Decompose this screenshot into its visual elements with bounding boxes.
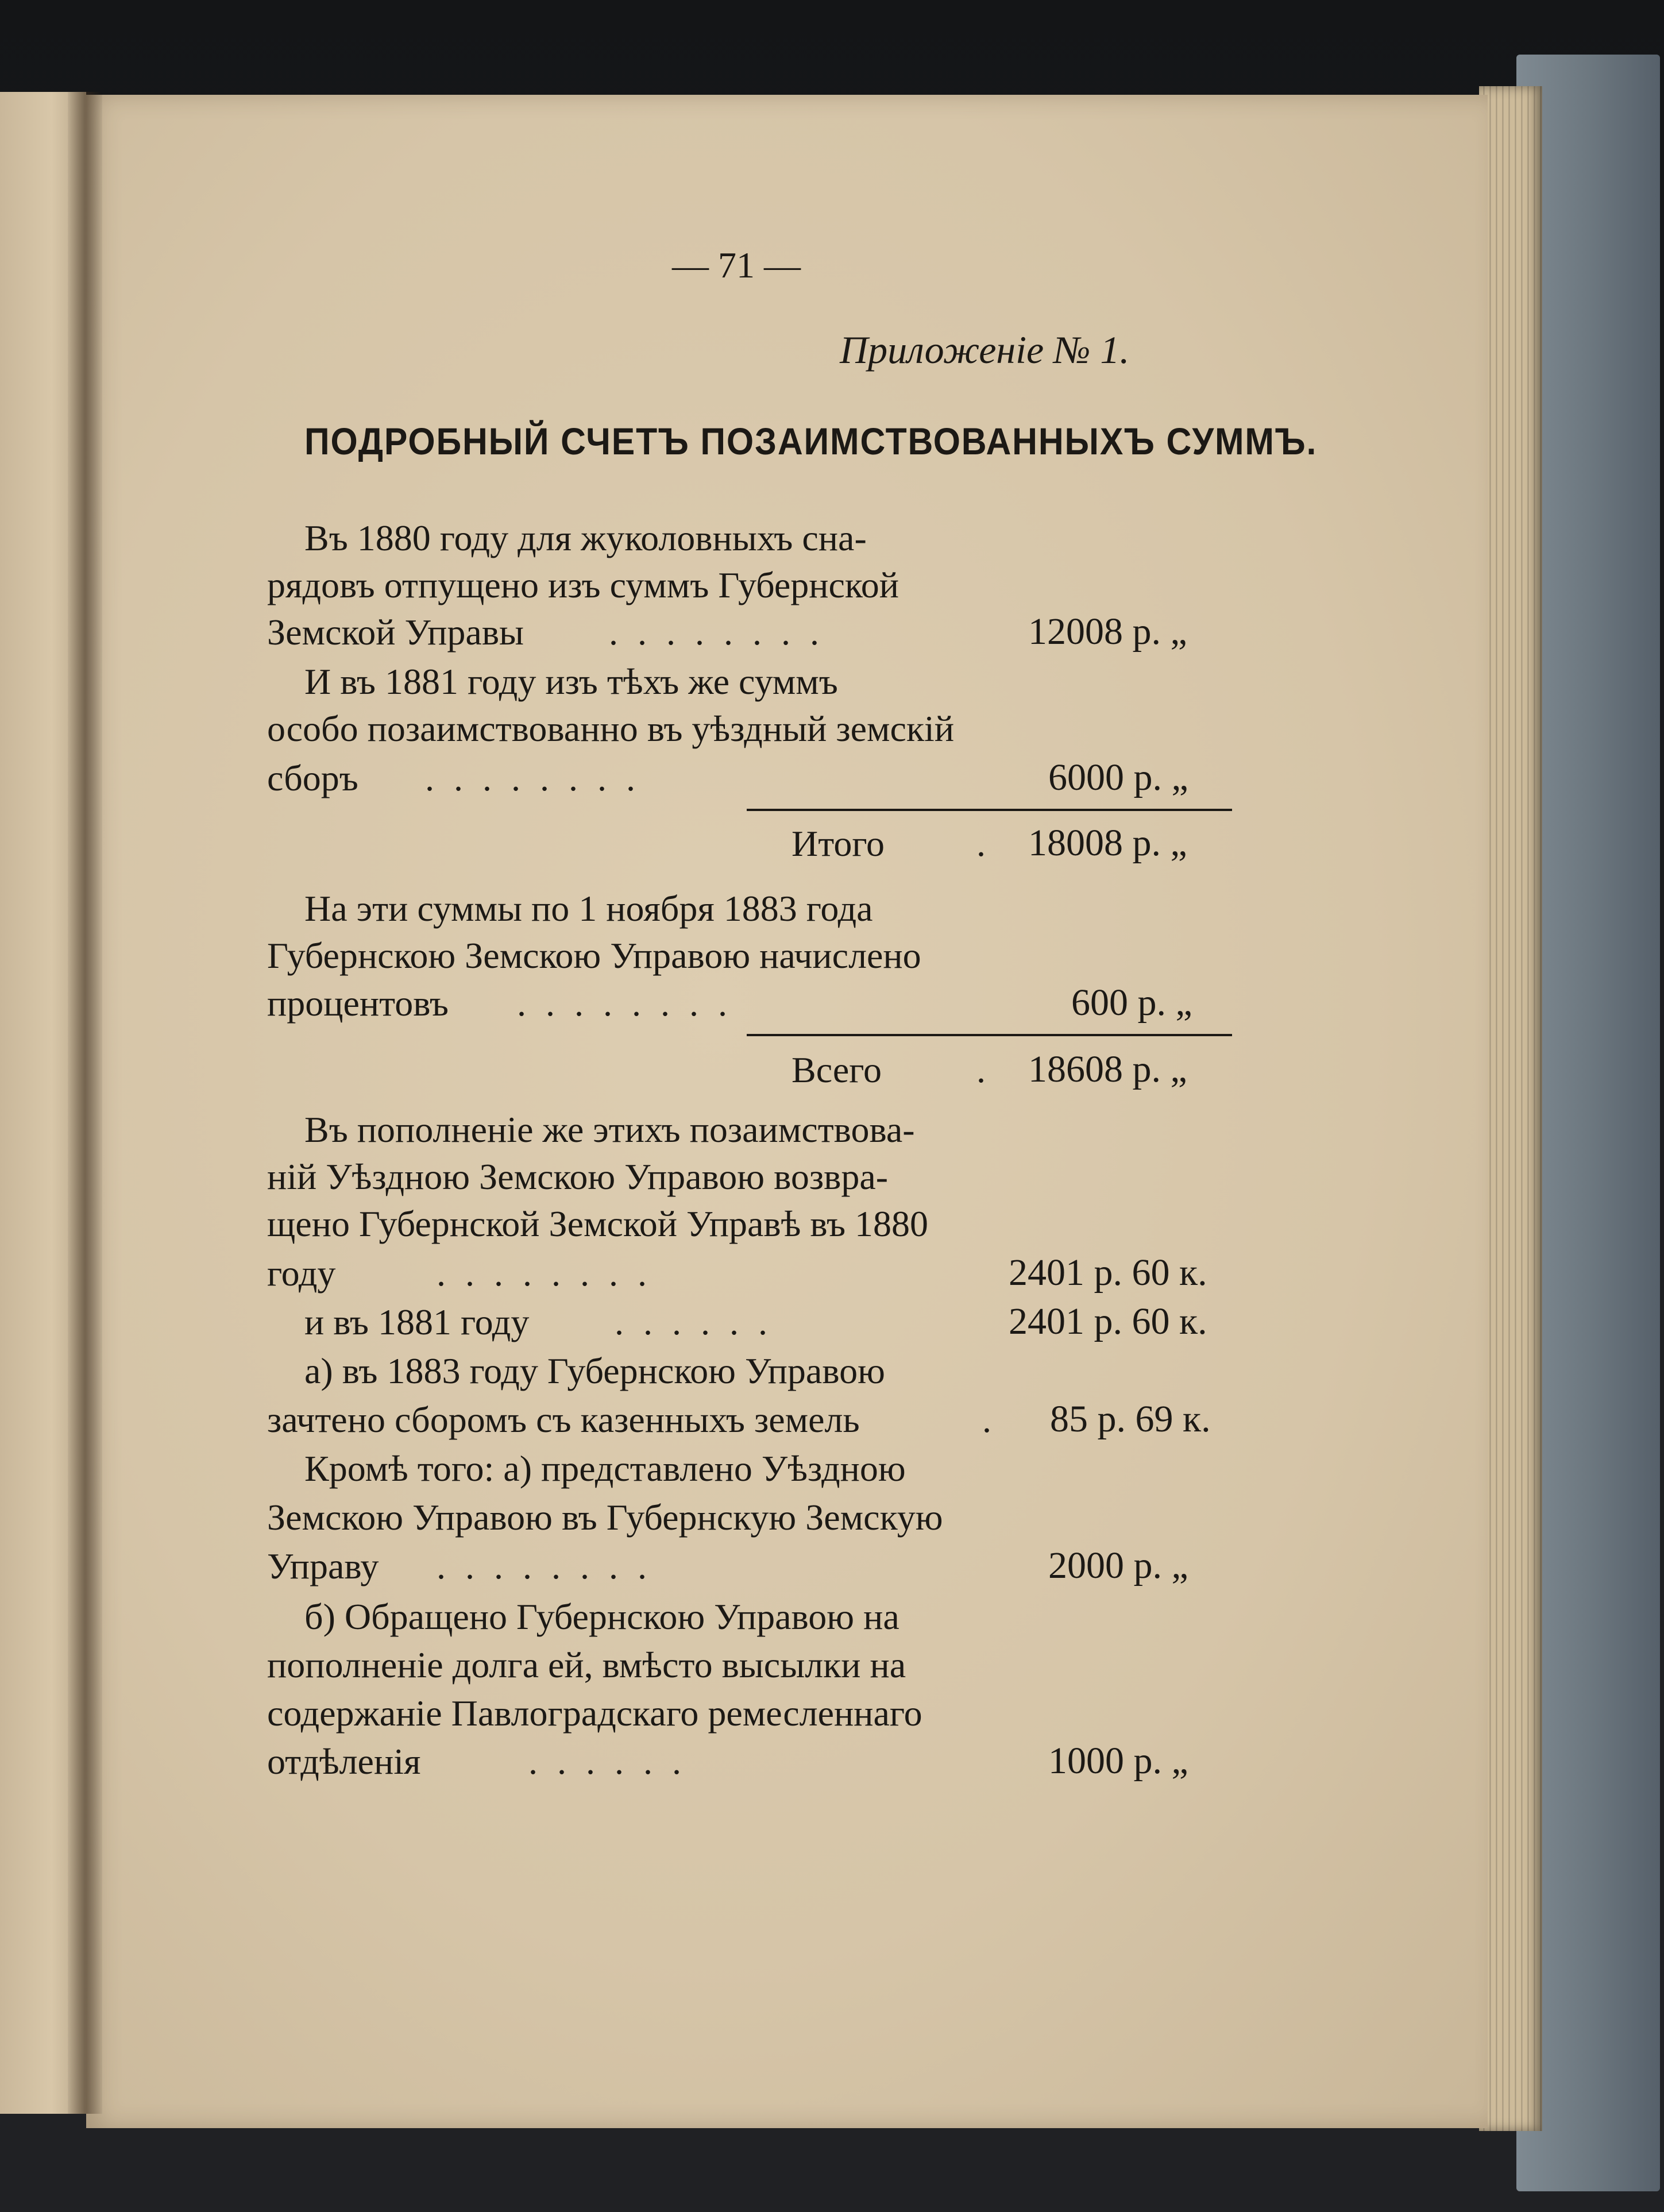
leader-dots: ...... bbox=[528, 1741, 701, 1782]
page-number: — 71 — bbox=[672, 245, 801, 285]
leader-dots: ...... bbox=[615, 1302, 787, 1342]
leader-dot: . bbox=[976, 1049, 986, 1090]
vsego-label: Всего bbox=[792, 1049, 882, 1090]
itogo-amount: 18008 р. „ bbox=[1028, 822, 1187, 864]
book-gutter bbox=[68, 92, 102, 2114]
entry-7-line-2: Земскою Управою въ Губернскую Земскую bbox=[267, 1497, 943, 1538]
leader-dot: . bbox=[976, 823, 986, 864]
entry-2-line-2: особо позаимствованно въ уѣздный земскій bbox=[267, 708, 955, 749]
entry-2-amount: 6000 р. „ bbox=[1048, 756, 1188, 798]
entry-8-line-4: отдѣленія bbox=[267, 1741, 421, 1782]
entry-7-amount: 2000 р. „ bbox=[1048, 1545, 1188, 1586]
entry-1-amount: 12008 р. „ bbox=[1028, 611, 1187, 653]
entry-8-amount: 1000 р. „ bbox=[1048, 1740, 1188, 1782]
entry-7-line-1: Кромѣ того: а) представлено Уѣздною bbox=[304, 1448, 906, 1489]
entry-3-line-3: процентовъ bbox=[267, 983, 449, 1024]
entry-2-line-1: И въ 1881 году изъ тѣхъ же суммъ bbox=[304, 661, 838, 702]
total-rule bbox=[747, 1034, 1232, 1036]
entry-1-line-1: Въ 1880 году для жуколовныхъ сна- bbox=[304, 518, 867, 558]
entry-8-line-1: б) Обращено Губернскою Управою на bbox=[304, 1596, 899, 1637]
entry-4-line-1: Въ пополненіе же этихъ позаимствова- bbox=[304, 1109, 915, 1150]
entry-4-amount: 2401 р. 60 к. bbox=[1009, 1252, 1207, 1294]
leader-dots: ........ bbox=[437, 1253, 666, 1294]
total-rule bbox=[747, 809, 1232, 811]
itogo-label: Итого bbox=[792, 823, 885, 864]
entry-6-amount: 85 р. 69 к. bbox=[1050, 1398, 1211, 1440]
entry-7-line-3: Управу bbox=[267, 1546, 379, 1586]
leader-dots: ........ bbox=[437, 1546, 666, 1586]
entry-5-amount: 2401 р. 60 к. bbox=[1009, 1300, 1207, 1342]
page-title: ПОДРОБНЫЙ СЧЕТЪ ПОЗАИМСТВОВАННЫХЪ СУММЪ. bbox=[304, 420, 1318, 462]
entry-5-line-1: и въ 1881 году bbox=[304, 1302, 530, 1342]
entry-6-line-1: а) въ 1883 году Губернскою Управою bbox=[304, 1350, 885, 1391]
leader-dots: ........ bbox=[425, 758, 655, 798]
entry-4-line-4: году bbox=[267, 1253, 336, 1294]
entry-1-line-2: рядовъ отпущено изъ суммъ Губернской bbox=[267, 565, 899, 605]
entry-4-line-3: щено Губернской Земской Управѣ въ 1880 bbox=[267, 1203, 929, 1244]
page-edges bbox=[1479, 86, 1542, 2131]
entry-4-line-2: ній Уѣздною Земскою Управою возвра- bbox=[267, 1156, 889, 1197]
entry-6-line-2: зачтено сборомъ съ казенныхъ земель bbox=[267, 1399, 860, 1440]
appendix-label: Приложеніе № 1. bbox=[840, 328, 1130, 372]
entry-8-line-2: пополненіе долга ей, вмѣсто высылки на bbox=[267, 1644, 906, 1685]
entry-3-line-2: Губернскою Земскою Управою начислено bbox=[267, 935, 921, 976]
entry-3-amount: 600 р. „ bbox=[1071, 982, 1192, 1024]
vsego-amount: 18608 р. „ bbox=[1028, 1048, 1187, 1090]
leader-dots: ........ bbox=[517, 983, 747, 1024]
entry-1-line-3: Земской Управы bbox=[267, 612, 524, 653]
entry-2-line-3: сборъ bbox=[267, 758, 358, 798]
entry-8-line-3: содержаніе Павлоградскаго ремесленнаго bbox=[267, 1693, 922, 1734]
leader-dots: ........ bbox=[609, 612, 839, 653]
leader-dot: . bbox=[982, 1399, 991, 1440]
entry-3-line-1: На эти суммы по 1 ноября 1883 года bbox=[304, 888, 873, 929]
